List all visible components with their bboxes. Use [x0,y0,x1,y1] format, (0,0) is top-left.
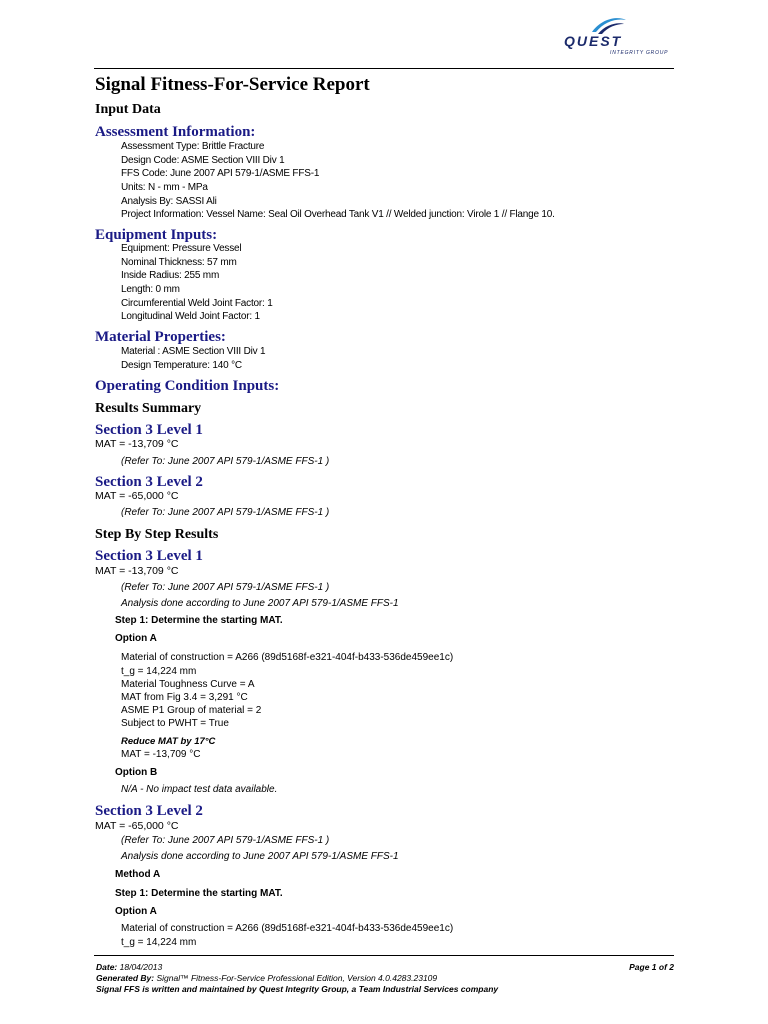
list-item: Design Code: ASME Section VIII Div 1 [121,154,285,166]
level1-title: Section 3 Level 1 [95,548,203,564]
level2-reference: (Refer To: June 2007 API 579-1/ASME FFS-1 ) [121,835,330,846]
operating-heading: Operating Condition Inputs: [95,378,280,394]
footer-maintained: Signal FFS is written and maintained by Quest Integrity Group, a Team Industrial Services company [96,984,499,994]
footer-rule [94,955,674,956]
report-title: Signal Fitness-For-Service Report [95,74,370,95]
level2-step1-heading: Step 1: Determine the starting MAT. [115,888,283,899]
assessment-heading: Assessment Information: [95,124,256,140]
summary-mat-value: MAT = -65,000 °C [95,490,179,502]
level2-mat-value: MAT = -65,000 °C [95,820,179,832]
reduce-mat-note: Reduce MAT by 17°C [121,736,216,747]
detail-line: Material Toughness Curve = A [121,679,255,690]
step-results-heading: Step By Step Results [95,527,219,542]
level1-reference: (Refer To: June 2007 API 579-1/ASME FFS-1 ) [121,582,330,593]
summary-reference: (Refer To: June 2007 API 579-1/ASME FFS-1 ) [121,507,330,518]
footer-date [96,962,162,972]
list-item: Project Information: Vessel Name: Seal Oil Overhead Tank V1 // Welded junction: Virole 1 // Flange 10. [121,209,555,221]
list-item: Units: N - mm - MPa [121,182,208,194]
detail-line: t_g = 14,224 mm [121,937,197,948]
level1-mat-value: MAT = -13,709 °C [95,565,179,577]
level2-analysis-note: Analysis done according to June 2007 API 579-1/ASME FFS-1 [121,851,399,862]
summary-reference: (Refer To: June 2007 API 579-1/ASME FFS-1 ) [121,456,330,467]
footer-date-label: Date: [96,962,118,972]
input-data-heading: Input Data [95,102,161,117]
summary-section-title: Section 3 Level 2 [95,474,203,490]
detail-line: Material of construction = A266 (89d5168f-e321-404f-b433-536de459ee1c) [121,652,454,663]
list-item: Equipment: Pressure Vessel [121,243,242,254]
page-number: Page 1 of 2 [629,962,674,972]
level1-option-b: Option B [115,767,158,778]
level1-step1-heading: Step 1: Determine the starting MAT. [115,615,283,626]
list-item: Assessment Type: Brittle Fracture [121,141,265,152]
logo-subtitle: INTEGRITY GROUP [610,50,669,56]
list-item: Design Temperature: 140 °C [121,359,242,371]
logo-wordmark: QUEST [564,33,623,49]
detail-line: Subject to PWHT = True [121,718,229,729]
list-item: Longitudinal Weld Joint Factor: 1 [121,311,260,323]
equipment-heading: Equipment Inputs: [95,227,218,243]
summary-mat-value: MAT = -13,709 °C [95,438,179,450]
level1-analysis-note: Analysis done according to June 2007 API 579-1/ASME FFS-1 [121,598,399,609]
quest-logo [558,14,678,62]
list-item: FFS Code: June 2007 API 579-1/ASME FFS-1 [121,168,320,180]
assessment-list [121,140,555,222]
results-summary-heading: Results Summary [95,401,202,416]
level2-option-a: Option A [115,906,157,917]
level1-option-a: Option A [115,633,157,644]
footer-generated [96,973,437,983]
detail-line: t_g = 14,224 mm [121,666,197,677]
list-item: Length: 0 mm [121,284,180,296]
level1-mat-result: MAT = -13,709 °C [121,749,201,760]
list-item: Material : ASME Section VIII Div 1 [121,346,266,357]
equipment-list [121,242,273,324]
footer-generated-label: Generated By: [96,973,155,983]
material-list [121,345,265,372]
level2-method-a: Method A [115,869,161,880]
list-item: Analysis By: SASSI Ali [121,195,217,207]
footer-generated-value: Signal™ Fitness-For-Service Professional Edition, Version 4.0.4283.23109 [156,973,438,983]
list-item: Nominal Thickness: 57 mm [121,256,237,268]
list-item: Circumferential Weld Joint Factor: 1 [121,297,273,309]
option-b-note: N/A - No impact test data available. [121,784,278,795]
header-rule [94,68,674,69]
list-item: Inside Radius: 255 mm [121,270,220,282]
level2-title: Section 3 Level 2 [95,803,203,819]
summary-section-title: Section 3 Level 1 [95,422,203,438]
material-heading: Material Properties: [95,329,226,345]
detail-line: MAT from Fig 3.4 = 3,291 °C [121,692,248,703]
detail-line: Material of construction = A266 (89d5168f-e321-404f-b433-536de459ee1c) [121,923,454,934]
footer-date-value: 18/04/2013 [119,962,163,972]
detail-line: ASME P1 Group of material = 2 [121,705,262,716]
